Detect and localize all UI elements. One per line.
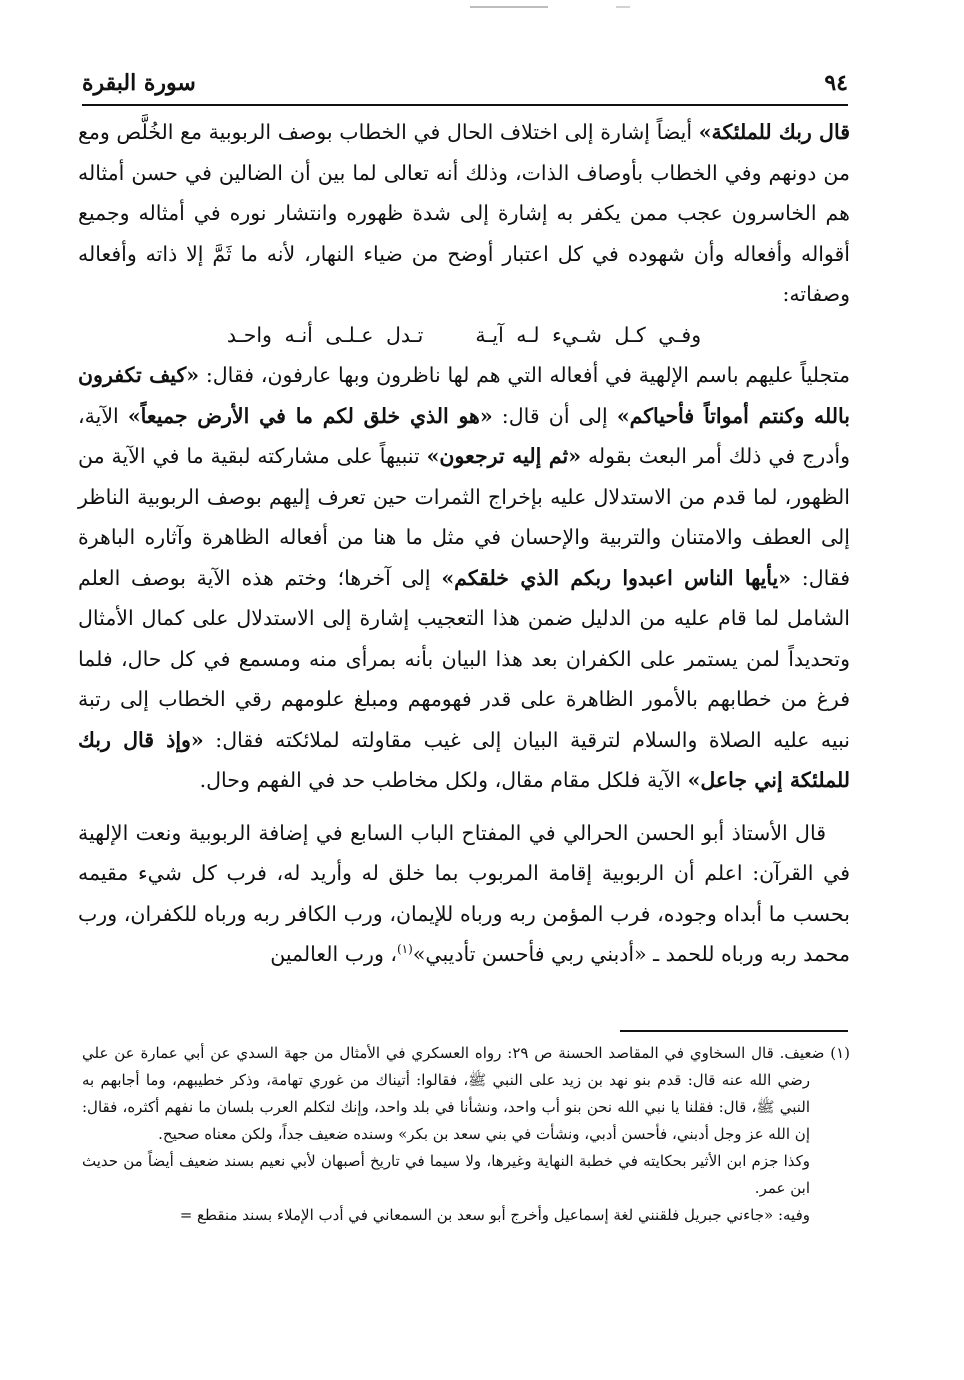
quran-quote: «وإذ قال ربك للملئكة إني جاعل»	[78, 727, 850, 792]
footnote-1-continued: وكذا جزم ابن الأثير بحكايته في خطبة النهاية وغيرها، ولا سيما في تاريخ أصبهان لأبي نعيم بسند ضعيف أيضاً من حديث ابن عمر.	[82, 1152, 810, 1197]
paragraph-2	[78, 355, 850, 801]
footnote-1	[82, 1040, 850, 1148]
quran-quote: «يأيها الناس اعبدوا ربكم الذي خلقكم»	[441, 565, 792, 590]
text-run: ، ورب العالمين	[270, 942, 397, 966]
top-scan-mark	[616, 6, 630, 8]
verse-first-hemistich: وفـي كـل شـيء لـه آيـة	[475, 322, 702, 347]
paragraph-1	[78, 112, 850, 315]
footnote-divider	[620, 1030, 848, 1032]
text-run: إلى آخرها؛ وختم هذه الآية بوصف العلم الشامل لما قام عليه من الدليل ضمن هذا التعجيب إشارة إلى الاستدلال على كمال الأمثال وتحديداً لمن يستمر على الكفران بعد هذا البيان بأنه بمرأى منه ومسمع في كل حال، فلما فرغ من خطابهم بالأمور الظاهرة على قدر فهومهم ومبلغ علومهم رقي الخطاب إلى رتبة نبيه عليه الصلاة والسلام لترقية البيان إلى غيب مقاولته لملائكته فقال:	[78, 565, 850, 752]
footnote-number: (١)	[830, 1044, 851, 1062]
poetry-verse	[78, 315, 850, 356]
page-number: ٩٤	[824, 70, 848, 96]
header-divider	[82, 104, 848, 106]
text-run: إلى أن قال:	[492, 403, 617, 428]
top-scan-mark	[470, 6, 548, 8]
quran-quote: «ثم إليه ترجعون»	[426, 444, 582, 468]
quran-quote: قال ربك للملئكة»	[698, 120, 850, 144]
text-run: أيضاً إشارة إلى اختلاف الحال في الخطاب بوصف الربوبية مع الخُلَّص ومع من دونهم وفي الخطاب بأوصاف الذات، وذلك أنه تعالى لما بين أن الضالين في حسن أمثاله هم الخاسرون عجب ممن يكفر به إشارة إلى شدة ظهوره وانتشار نوره في أمثاله وجميع أقواله وأفعاله وأن شهوده في كل اعتبار أوضح من ضياء النهار، لأنه ما ثَمَّ إلا ذاته وأفعاله وصفاته:	[78, 120, 850, 306]
text-run: متجلياً عليهم باسم الإلهية في أفعاله التي هم لها ناظرون وبها عارفون، فقال:	[199, 363, 850, 387]
verse-second-hemistich: تـدل عـلـى أنـه واحـد	[226, 322, 424, 347]
text-run: قال الأستاذ أبو الحسن الحرالي في المفتاح الباب السابع في إضافة الربوبية ونعت الإلهية في القرآن: اعلم أن الربوبية إقامة المربوب بما خلق له وأريد له، فرب كل شيء مقيمه بحسب ما أبداه وجوده، فرب المؤمن ربه ورباه للإيمان، ورب الكافر ربه ورباه للكفران، ورب محمد ربه ورباه للحمد ـ «أدبني ربي فأحسن تأديبي»	[78, 820, 850, 966]
footnote-reference[interactable]: (١)	[396, 942, 413, 957]
footnote-text: ضعيف. قال السخاوي في المقاصد الحسنة ص ٢٩: رواه العسكري في الأمثال من جهة السدي عن أبي عمارة عن علي رضي الله عنه قال: قدم بنو نهد بن زيد على النبي ﷺ، فقالوا: أتيناك من غوري تهامة، وذكر خطيبهم، وما أجابهم به النبي ﷺ، قال: فقلنا يا نبي الله نحن بنو أب واحد، ونشأنا في بلد واحد، وإنك لتكلم العرب بلسان ما نفهم أكثره، فقال: إن الله عز وجل أدبني، فأحسن أدبي، ونشأت في بني سعد بن بكر» وسنده ضعيف جداً، ولكن معناه صحيح.	[82, 1044, 825, 1143]
text-run: الآية، وأدرج في ذلك أمر البعث بقوله	[78, 403, 851, 468]
text-run: الآية فلكل مقام مقال، ولكل مخاطب حد في الفهم وحال.	[199, 768, 688, 792]
paragraph-3	[78, 813, 850, 975]
footnote-1-continued: وفيه: «جاءني جبريل فلقنني لغة إسماعيل وأخرج أبو سعد بن السمعاني في أدب الإملاء بسند منقطع =	[179, 1206, 810, 1224]
quran-quote: «كيف تكفرون بالله وكنتم أمواتاً فأحياكم»	[78, 363, 851, 428]
text-run: تنبيهاً على مشاركته لبقية ما في الآية من الظهور، لما قدم من الاستدلال عليه بإخراج الثمرات حين تعرف إليهم بوصف الربوبية الناظر إلى العطف والامتنان والتربية والإحسان في مثل ما هنا من أفعاله الظاهرة وآثاره الباهرة فقال:	[78, 444, 851, 590]
page-header	[82, 66, 848, 100]
footnotes	[82, 1040, 850, 1229]
running-title: سورة البقرة	[82, 70, 196, 96]
main-text	[78, 112, 850, 975]
quran-quote: «هو الذي خلق لكم ما في الأرض جميعاً»	[127, 403, 493, 428]
